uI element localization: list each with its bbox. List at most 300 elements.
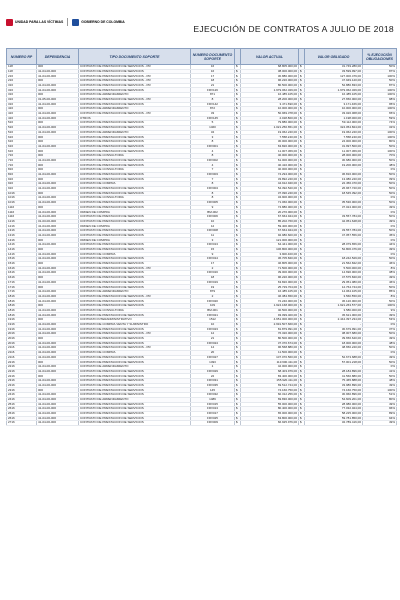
cell-currency: $	[299, 308, 305, 313]
cell-valor-obligado: 52.880.833,00	[305, 83, 363, 88]
cell-numero-rp: 1616	[7, 275, 37, 280]
cell-valor-obligado: 30.679.991,00	[305, 327, 363, 332]
cell-dependencia: 000	[37, 154, 79, 159]
cell-dependencia: 41-04-00-000	[37, 116, 79, 121]
cell-valor-actual: 69.830.000,00	[241, 397, 299, 402]
cell-numero-rp: 1816	[7, 304, 37, 309]
cell-currency: $	[235, 341, 241, 346]
col-header-porcentaje: % EJECUCIÓN OBLIGACIONES	[363, 49, 397, 65]
cell-currency: $	[299, 107, 305, 112]
cell-valor-obligado: 37.024.000,00	[305, 205, 363, 210]
cell-numero-documento: 21	[191, 336, 235, 341]
cell-numero-rp: 416	[7, 111, 37, 116]
cell-numero-rp: 1316	[7, 233, 37, 238]
cell-dependencia: 41-04-00-000	[37, 111, 79, 116]
cell-dependencia: 000	[37, 140, 79, 145]
cell-porcentaje: 49%	[363, 205, 397, 210]
cell-tipo-documento: CONTRATO DE CONSULTORIA	[79, 196, 191, 201]
cell-currency: $	[235, 182, 241, 187]
cell-valor-actual: 37.090.240,00	[241, 191, 299, 196]
cell-valor-actual: 79.880.000,00	[241, 121, 299, 126]
cell-numero-rp: 1016	[7, 191, 37, 196]
cell-dependencia: 41-04-00-000	[37, 83, 79, 88]
cell-currency: $	[235, 154, 241, 159]
cell-tipo-documento: ORDEN DE COMPRA	[79, 210, 191, 215]
cell-numero-rp: 2716	[7, 421, 37, 426]
cell-numero-documento: 22	[191, 374, 235, 379]
cell-dependencia: 41-04-00-000	[37, 369, 79, 374]
cell-currency: $	[299, 332, 305, 337]
cell-tipo-documento: CONTRATO DE PRESTACION DE SERVICIOS	[79, 388, 191, 393]
cell-numero-documento: 10	[191, 219, 235, 224]
cell-valor-obligado: 5.500.000,00	[305, 266, 363, 271]
cell-tipo-documento: CONTRATO DE PRESTACION DE SERVICIOS	[79, 186, 191, 191]
cell-currency: $	[299, 97, 305, 102]
cell-currency: $	[299, 313, 305, 318]
cell-currency: $	[235, 247, 241, 252]
cell-tipo-documento: CONTRATO DE ARRENDAMIENTO	[79, 365, 191, 370]
cell-tipo-documento: CONTRATO DE PRESTACION DE SERVICIOS	[79, 247, 191, 252]
cell-valor-actual: 37.370.674,00	[241, 341, 299, 346]
cell-valor-actual: 20.270.000,00	[241, 210, 299, 215]
cell-dependencia: 41-04-00-000	[37, 421, 79, 426]
cell-tipo-documento: CONTRATO DE PRESTACION DE SERVICIOS - PR	[79, 111, 191, 116]
cell-dependencia: 000	[37, 191, 79, 196]
cell-dependencia: 41-04-00-000	[37, 210, 79, 215]
cell-valor-actual: 92.980.600,00	[241, 233, 299, 238]
cell-valor-actual: 155.920.411,00	[241, 379, 299, 384]
cell-porcentaje: 39%	[363, 177, 397, 182]
cell-tipo-documento: CONTRATO DE PRESTACION DE SERVICIOS	[79, 257, 191, 262]
cell-valor-actual: 30.880.000,00	[241, 74, 299, 79]
cell-tipo-documento: CONTRATO DE PRESTACION DE SERVICIOS	[79, 177, 191, 182]
cell-currency: $	[235, 266, 241, 271]
cell-dependencia: 41-04-00-000	[37, 280, 79, 285]
cell-numero-documento: 3	[191, 238, 235, 243]
cell-currency: $	[299, 411, 305, 416]
cell-currency: $	[299, 243, 305, 248]
cell-numero-rp: 1116	[7, 205, 37, 210]
cell-currency: $	[235, 229, 241, 234]
cell-valor-actual: 65.000.000,00	[241, 411, 299, 416]
cell-valor-obligado: 21.562.842,00	[305, 261, 363, 266]
cell-numero-rp: 1316	[7, 229, 37, 234]
cell-valor-actual: 36.705.840,00	[241, 257, 299, 262]
cell-valor-obligado: 33.026.068,00	[305, 111, 363, 116]
cell-currency: $	[235, 327, 241, 332]
cell-currency: $	[299, 275, 305, 280]
cell-tipo-documento: CONTRATO DE COMPRA	[79, 252, 191, 257]
cell-currency: $	[299, 304, 305, 309]
col-header-valor-obligado: VALOR OBLIGADO	[305, 49, 363, 65]
cell-tipo-documento: CONTRATO DE CONSULTORIA	[79, 308, 191, 313]
cell-numero-documento: FRV126	[191, 88, 235, 93]
cell-currency: $	[235, 416, 241, 421]
cell-valor-obligado: 31.997.500,00	[305, 144, 363, 149]
cell-currency: $	[235, 177, 241, 182]
cell-numero-documento: 21	[191, 83, 235, 88]
cell-numero-documento: 20	[191, 350, 235, 355]
cell-valor-actual: 25.729.704,00	[241, 285, 299, 290]
cell-valor-obligado: 14.690.000,00	[305, 271, 363, 276]
cell-porcentaje: 50%	[363, 172, 397, 177]
cell-numero-documento: 8	[191, 154, 235, 159]
cell-numero-documento: 8	[191, 196, 235, 201]
cell-currency: $	[299, 200, 305, 205]
cell-porcentaje: 100%	[363, 74, 397, 79]
cell-numero-documento: FRV003	[191, 172, 235, 177]
cell-numero-documento: 8	[191, 97, 235, 102]
cell-porcentaje: 50%	[363, 374, 397, 379]
cell-currency: $	[299, 402, 305, 407]
cell-numero-documento: FRV014	[191, 257, 235, 262]
cell-currency: $	[235, 290, 241, 295]
cell-currency: $	[235, 355, 241, 360]
cell-valor-obligado: 31.749.280,00	[305, 65, 363, 70]
cell-numero-documento: FRV004	[191, 186, 235, 191]
cell-tipo-documento: CONTRATO DE COMPRA VENTA Y SUMINISTRO	[79, 322, 191, 327]
cell-porcentaje: 100%	[363, 130, 397, 135]
cell-currency: $	[235, 285, 241, 290]
cell-numero-rp: 1616	[7, 266, 37, 271]
cell-numero-rp: 2216	[7, 360, 37, 365]
cell-numero-rp: 2616	[7, 411, 37, 416]
cell-numero-rp: 616	[7, 135, 37, 140]
cell-numero-documento: FRV031	[191, 379, 235, 384]
cell-porcentaje: 45%	[363, 233, 397, 238]
cell-dependencia: 41-04-00-000	[37, 252, 79, 257]
cell-currency: $	[299, 294, 305, 299]
cell-dependencia: 000	[37, 336, 79, 341]
cell-tipo-documento: CONTRATO DE PRESTACION DE SERVICIOS - PR	[79, 83, 191, 88]
cell-tipo-documento: CONTRATO DE PRESTACION DE SERVICIOS	[79, 102, 191, 107]
cell-porcentaje: 85%	[363, 290, 397, 295]
cell-valor-actual: 67.664.944,00	[241, 215, 299, 220]
cell-tipo-documento: CONTRATO DE PRESTACION DE SERVICIOS	[79, 261, 191, 266]
cell-currency: $	[235, 125, 241, 130]
cell-currency: $	[235, 388, 241, 393]
cell-currency: $	[299, 327, 305, 332]
cell-valor-obligado: -	[305, 196, 363, 201]
cell-valor-obligado: 75.465.888,00	[305, 379, 363, 384]
cell-porcentaje: 0%	[363, 350, 397, 355]
cell-valor-actual: 96.220.000,00	[241, 79, 299, 84]
cell-valor-obligado: 47.575.840,00	[305, 275, 363, 280]
cell-valor-actual: 74.294.000,00	[241, 172, 299, 177]
cell-valor-actual: 16.485.105,00	[241, 290, 299, 295]
cell-valor-obligado: 59.112.000,00	[305, 121, 363, 126]
cell-currency: $	[299, 238, 305, 243]
cell-porcentaje: 9%	[363, 308, 397, 313]
cell-numero-rp: 1416	[7, 243, 37, 248]
cell-porcentaje: 50%	[363, 360, 397, 365]
cell-tipo-documento: CONTRATO DE PRESTACION DE SERVICIOS	[79, 379, 191, 384]
cell-numero-rp: 1916	[7, 318, 37, 323]
cell-valor-actual: 59.400.000,00	[241, 224, 299, 229]
cell-currency: $	[299, 416, 305, 421]
cell-valor-actual: 3.471.690,00	[241, 102, 299, 107]
cell-valor-obligado: 52.806.476,00	[305, 247, 363, 252]
cell-currency: $	[235, 191, 241, 196]
gobierno-colombia-logo	[72, 19, 125, 26]
cell-tipo-documento: CONTRATO DE PRESTACION DE SERVICIOS	[79, 229, 191, 234]
cell-currency: $	[299, 177, 305, 182]
cell-porcentaje: 100%	[363, 93, 397, 98]
cell-tipo-documento: CONTRATO DE PRESTACION DE SERVICIOS	[79, 200, 191, 205]
cell-numero-rp: 1616	[7, 271, 37, 276]
cell-valor-obligado: 74.160.750,00	[305, 388, 363, 393]
cell-numero-documento: 1460	[191, 125, 235, 130]
cell-dependencia: 41-04-00-000	[37, 299, 79, 304]
cell-currency: $	[235, 407, 241, 412]
cell-tipo-documento: CONTRATO DE PRESTACION DE SERVICIOS	[79, 416, 191, 421]
cell-dependencia: 000	[37, 107, 79, 112]
cell-numero-rp: 2416	[7, 397, 37, 402]
cell-porcentaje: 50%	[363, 229, 397, 234]
cell-porcentaje: 87%	[363, 69, 397, 74]
cell-currency: $	[235, 200, 241, 205]
cell-numero-documento: FRV005	[191, 200, 235, 205]
cell-dependencia: 000	[37, 65, 79, 70]
cell-dependencia: 41-04-00-000	[37, 158, 79, 163]
cell-porcentaje: 48%	[363, 379, 397, 384]
cell-tipo-documento: CONTRATO DE PRESTACION DE SERVICIOS	[79, 411, 191, 416]
cell-numero-rp: 2216	[7, 365, 37, 370]
cell-currency: $	[299, 182, 305, 187]
cell-numero-documento: BM-002	[191, 210, 235, 215]
cell-dependencia: 000	[37, 261, 79, 266]
cell-tipo-documento: CONTRATO DE PRESTACION DE SERVICIOS	[79, 327, 191, 332]
cell-valor-actual: 83.400.000,00	[241, 374, 299, 379]
cell-valor-obligado: 48.650.240,00	[305, 346, 363, 351]
cell-porcentaje: 94%	[363, 416, 397, 421]
cell-tipo-documento: CONTRATO DE ARRENDAMIENTO	[79, 107, 191, 112]
cell-valor-obligado: 28.000.000,00	[305, 154, 363, 159]
cell-valor-actual: 1.021.250.651,00	[241, 125, 299, 130]
col-header-tipo-documento: TIPO DOCUMENTO SOPORTE	[79, 49, 191, 65]
cell-valor-obligado: 324.054.824,00	[305, 125, 363, 130]
cell-currency: $	[235, 144, 241, 149]
cell-dependencia: 41-04-00-000	[37, 172, 79, 177]
cell-currency: $	[299, 140, 305, 145]
cell-currency: $	[299, 336, 305, 341]
cell-dependencia: 000	[37, 238, 79, 243]
cell-numero-rp: 516	[7, 130, 37, 135]
cell-valor-actual: 67.664.944,00	[241, 229, 299, 234]
cell-currency: $	[235, 304, 241, 309]
cell-dependencia: 41-04-00-000	[37, 308, 79, 313]
cell-valor-actual: 66.925.976,00	[241, 421, 299, 426]
cell-valor-obligado: 36.120.000,00	[305, 299, 363, 304]
cell-numero-documento: FRV015	[191, 402, 235, 407]
cell-porcentaje: 0%	[363, 238, 397, 243]
cell-currency: $	[235, 224, 241, 229]
cell-porcentaje: 48%	[363, 163, 397, 168]
cell-numero-documento: 12	[191, 224, 235, 229]
cell-currency: $	[235, 196, 241, 201]
cell-numero-documento: 2	[191, 266, 235, 271]
cell-dependencia: 41-04-00-000	[37, 215, 79, 220]
cell-currency: $	[235, 79, 241, 84]
gobierno-colombia-logo-text: GOBIERNO DE COLOMBIA	[81, 20, 125, 24]
cell-numero-documento: 34	[191, 130, 235, 135]
cell-tipo-documento: CONTRATO DE COMPRA	[79, 350, 191, 355]
cell-valor-actual: 38.000.000,00	[241, 69, 299, 74]
cell-currency: $	[235, 402, 241, 407]
cell-porcentaje: 41%	[363, 369, 397, 374]
cell-numero-documento: 17	[191, 261, 235, 266]
cell-tipo-documento: CONTRATO DE PRESTACION DE SERVICIOS	[79, 158, 191, 163]
cell-dependencia: 000	[37, 177, 79, 182]
cell-tipo-documento: CONTRATO DE PRESTACION DE SERVICIOS	[79, 135, 191, 140]
cell-porcentaje: 0%	[363, 322, 397, 327]
cell-tipo-documento: CONTRATO DE PRESTACION DE SERVICIOS	[79, 69, 191, 74]
cell-numero-rp: 118	[7, 69, 37, 74]
cell-currency: $	[299, 280, 305, 285]
cell-valor-obligado: 54.609.201,00	[305, 397, 363, 402]
cell-numero-rp: 316	[7, 88, 37, 93]
cell-numero-documento: FRV001	[191, 144, 235, 149]
cell-numero-rp: 1516	[7, 257, 37, 262]
cell-numero-documento: FRV017	[191, 411, 235, 416]
cell-porcentaje: 51%	[363, 393, 397, 398]
contracts-table	[6, 48, 397, 426]
cell-numero-rp: 516	[7, 125, 37, 130]
cell-porcentaje: 50%	[363, 186, 397, 191]
cell-porcentaje: 50%	[363, 158, 397, 163]
cell-dependencia: 41-04-00-000	[37, 379, 79, 384]
cell-porcentaje: 49%	[363, 355, 397, 360]
cell-currency: $	[299, 365, 305, 370]
cell-numero-rp: 2016	[7, 332, 37, 337]
cell-valor-actual: 61.000.000,00	[241, 158, 299, 163]
cell-tipo-documento: CONTRATO DE COMPRA	[79, 182, 191, 187]
cell-numero-rp: 1916	[7, 327, 37, 332]
cell-valor-obligado: 3.560.550,00	[305, 294, 363, 299]
cell-valor-actual: 96.568.880,00	[241, 346, 299, 351]
cell-currency: $	[299, 205, 305, 210]
cell-dependencia: 41-04-00-000	[37, 350, 79, 355]
logo-divider	[67, 18, 68, 26]
cell-valor-obligado: 13.080.240,00	[305, 177, 363, 182]
cell-currency: $	[299, 69, 305, 74]
cell-currency: $	[235, 116, 241, 121]
cell-dependencia: 41-04-00-000	[37, 411, 79, 416]
cell-currency: $	[299, 93, 305, 98]
cell-currency: $	[299, 421, 305, 426]
cell-valor-actual: 71.500.000,00	[241, 266, 299, 271]
cell-numero-documento: 14	[191, 346, 235, 351]
cell-porcentaje: 50%	[363, 257, 397, 262]
cell-currency: $	[299, 154, 305, 159]
cell-currency: $	[299, 215, 305, 220]
cell-valor-actual: 33.892.240,00	[241, 177, 299, 182]
cell-valor-obligado: 45.621.000,00	[305, 313, 363, 318]
cell-valor-actual: 93.099.400,00	[241, 313, 299, 318]
cell-numero-documento: 109	[191, 304, 235, 309]
cell-numero-documento: 18	[191, 79, 235, 84]
cell-porcentaje: 80%	[363, 140, 397, 145]
cell-currency: $	[235, 360, 241, 365]
table-row	[7, 421, 397, 426]
cell-valor-obligado: 19.200.000,00	[305, 163, 363, 168]
cell-currency: $	[299, 290, 305, 295]
cell-valor-actual: 2.991.507.660,00	[241, 322, 299, 327]
cell-currency: $	[299, 219, 305, 224]
cell-valor-obligado: -	[305, 350, 363, 355]
cell-tipo-documento: CONTRATO DE PRESTACION DE SERVICIOS	[79, 341, 191, 346]
cell-porcentaje: 50%	[363, 182, 397, 187]
cell-dependencia: 41-04-00-000	[37, 125, 79, 130]
cell-numero-documento: 871	[191, 93, 235, 98]
cell-valor-actual: 68.805.000,00	[241, 65, 299, 70]
cell-porcentaje: 49%	[363, 313, 397, 318]
cell-numero-rp: 1816	[7, 308, 37, 313]
cell-valor-actual: 60.312.256,00	[241, 393, 299, 398]
cell-numero-rp: 1716	[7, 280, 37, 285]
cell-tipo-documento: CONTRATO DE PRESTACION DE SERVICIOS	[79, 163, 191, 168]
cell-currency: $	[235, 318, 241, 323]
cell-currency: $	[299, 111, 305, 116]
cell-numero-rp: 1516	[7, 261, 37, 266]
cell-valor-obligado: -	[305, 365, 363, 370]
cell-tipo-documento: CONTRATO DE ARRENDAMIENTO	[79, 93, 191, 98]
cell-numero-documento: FRV019	[191, 280, 235, 285]
cell-porcentaje: 50%	[363, 79, 397, 84]
cell-valor-actual: 80.500.000,00	[241, 83, 299, 88]
cell-numero-rp: 416	[7, 116, 37, 121]
col-header-numero-documento: NUMERO DOCUMENTO SOPORTE	[191, 49, 235, 65]
cell-numero-rp: 716	[7, 158, 37, 163]
cell-tipo-documento: CONTRATO DE PRESTACION DE SERVICIOS	[79, 243, 191, 248]
cell-valor-obligado: 30.960.896,00	[305, 393, 363, 398]
cell-valor-actual: 69.512.744,00	[241, 383, 299, 388]
cell-numero-documento: FRV027	[191, 355, 235, 360]
cell-dependencia: 41-04-00-000	[37, 327, 79, 332]
cell-porcentaje: 100%	[363, 88, 397, 93]
cell-currency: $	[235, 421, 241, 426]
cell-valor-obligado: 24.000.000,00	[305, 140, 363, 145]
cell-numero-rp: 616	[7, 140, 37, 145]
cell-numero-documento: FRV009	[191, 421, 235, 426]
cell-numero-rp: 916	[7, 177, 37, 182]
cell-tipo-documento: ORDEN DE COMPRA	[79, 238, 191, 243]
cell-numero-documento: 9	[191, 252, 235, 257]
cell-dependencia: 41-04-00-000	[37, 294, 79, 299]
cell-tipo-documento: CONTRATO DE PRESTACION DE SERVICIOS	[79, 219, 191, 224]
cell-porcentaje: 0%	[363, 365, 397, 370]
cell-currency: $	[299, 125, 305, 130]
cell-porcentaje: 100%	[363, 388, 397, 393]
cell-porcentaje: 0%	[363, 210, 397, 215]
cell-numero-rp: 1716	[7, 290, 37, 295]
cell-dependencia: 000	[37, 360, 79, 365]
cell-numero-documento: FRV035	[191, 383, 235, 388]
cell-porcentaje: 95%	[363, 102, 397, 107]
cell-currency: $	[235, 393, 241, 398]
cell-currency: $	[235, 350, 241, 355]
cell-valor-obligado: 58.225.000,00	[305, 411, 363, 416]
cell-numero-rp: 816	[7, 172, 37, 177]
cell-dependencia: 41-04-00-000	[37, 88, 79, 93]
cell-currency: $	[235, 322, 241, 327]
cell-dependencia: 000	[37, 168, 79, 173]
cell-valor-actual: 3.900.400,00	[241, 252, 299, 257]
unidad-victimas-logo-text: UNIDAD PARA LAS VÍCTIMAS	[15, 20, 64, 24]
cell-tipo-documento: CONTRATO DE CONSULTORIA	[79, 154, 191, 159]
cell-currency: $	[299, 266, 305, 271]
cell-tipo-documento: CONTRATO DE PRESTACION DE SERVICIOS	[79, 149, 191, 154]
